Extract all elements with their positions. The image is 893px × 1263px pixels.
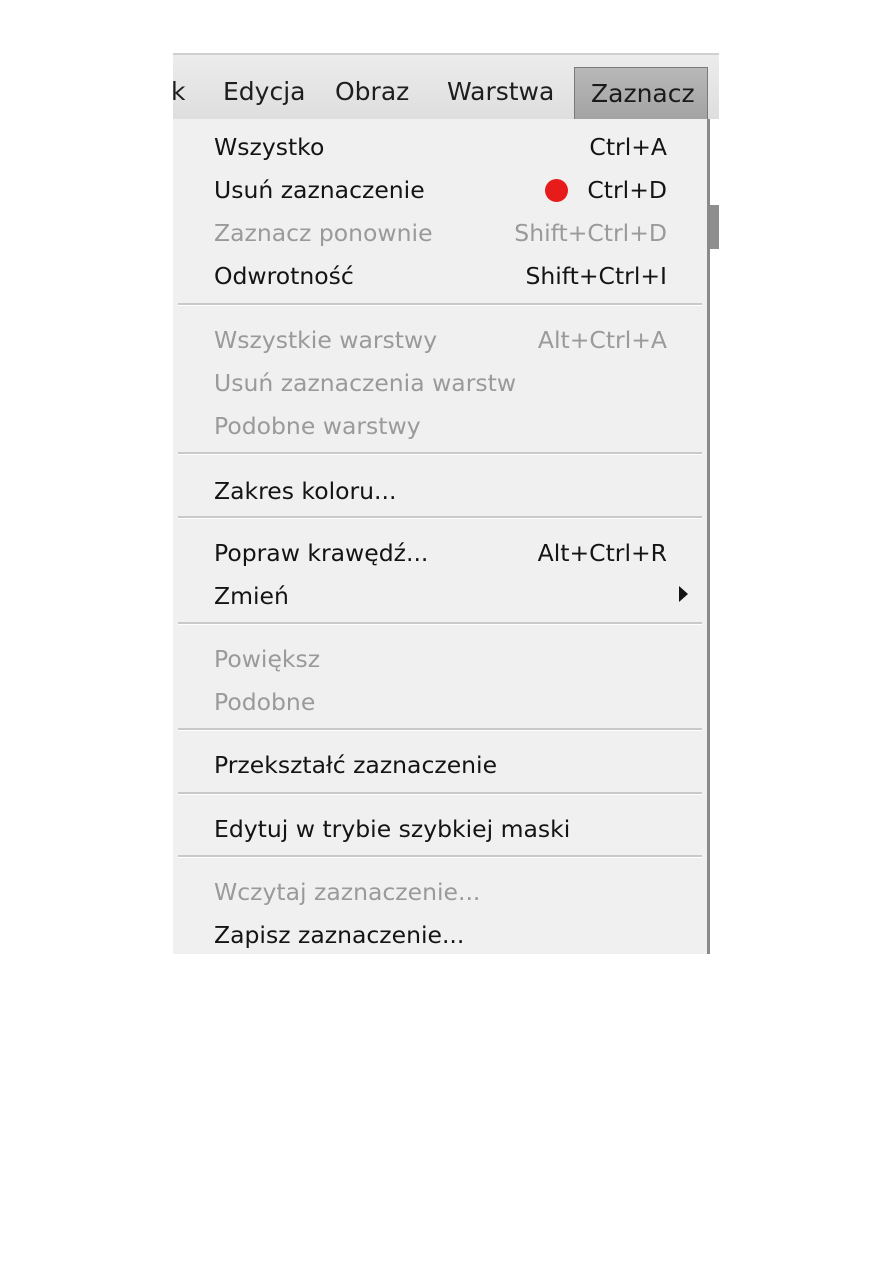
- menubar-item-partial[interactable]: k: [171, 77, 186, 106]
- menu-item-odwrotnosc[interactable]: [173, 256, 707, 296]
- menu-item-label: Usuń zaznaczenie: [214, 176, 425, 204]
- menu-item-shortcut: Alt+Ctrl+R: [537, 539, 667, 567]
- menu-item-edytuj-szybka-maska[interactable]: [173, 809, 707, 849]
- menu-separator: [178, 303, 702, 306]
- menu-item-shortcut: Shift+Ctrl+D: [514, 219, 667, 247]
- menu-item-label: Edytuj w trybie szybkiej maski: [214, 815, 571, 843]
- menu-item-powieksz: [173, 639, 707, 679]
- menu-separator: [178, 452, 702, 455]
- menu-item-label: Zmień: [214, 582, 289, 610]
- menu-item-label: Wczytaj zaznaczenie...: [214, 878, 481, 906]
- menu-item-shortcut: Alt+Ctrl+A: [537, 326, 667, 354]
- menubar-item-obraz[interactable]: Obraz: [335, 77, 410, 106]
- menu-item-przeksztalc-zaznaczenie[interactable]: [173, 745, 707, 785]
- select-menu-dropdown: [173, 119, 710, 954]
- menu-item-label: Przekształć zaznaczenie: [214, 751, 498, 779]
- menu-item-label: Wszystkie warstwy: [214, 326, 438, 354]
- menu-item-usun-zaznaczenia-warstw: [173, 363, 707, 403]
- menu-item-label: Zapisz zaznaczenie...: [214, 921, 465, 949]
- menu-item-label: Podobne: [214, 688, 316, 716]
- menu-item-label: Podobne warstwy: [214, 412, 421, 440]
- menu-separator: [178, 728, 702, 731]
- menu-item-podobne: [173, 682, 707, 722]
- menu-item-zaznacz-ponownie: [173, 213, 707, 253]
- menu-item-zmien[interactable]: [173, 576, 707, 616]
- menu-item-label: Odwrotność: [214, 262, 354, 290]
- menu-item-label: Wszystko: [214, 133, 325, 161]
- menu-item-wszystko[interactable]: [173, 127, 707, 167]
- menu-item-label: Zakres koloru...: [214, 477, 397, 505]
- menu-item-shortcut: Ctrl+A: [589, 133, 667, 161]
- menu-item-label: Usuń zaznaczenia warstw: [214, 369, 517, 397]
- background-window-scrollbar: [710, 205, 719, 249]
- menu-item-usun-zaznaczenie[interactable]: [173, 170, 707, 210]
- red-dot-marker-icon: [545, 179, 568, 202]
- menubar-item-edycja[interactable]: Edycja: [223, 77, 306, 106]
- menu-separator: [178, 855, 702, 858]
- screenshot-region: [173, 53, 719, 954]
- menu-item-zakres-koloru[interactable]: [173, 471, 707, 511]
- menu-item-label: Popraw krawędź...: [214, 539, 429, 567]
- menubar-item-zaznacz[interactable]: Zaznacz: [574, 67, 708, 120]
- menubar-item-warstwa[interactable]: Warstwa: [447, 77, 555, 106]
- menu-item-popraw-krawedz[interactable]: [173, 533, 707, 573]
- menu-item-podobne-warstwy: [173, 406, 707, 446]
- menu-separator: [178, 622, 702, 625]
- menu-separator: [178, 792, 702, 795]
- menu-item-shortcut: Shift+Ctrl+I: [525, 262, 667, 290]
- menu-item-zapisz-zaznaczenie[interactable]: [173, 915, 707, 955]
- menu-item-wszystkie-warstwy: [173, 320, 707, 360]
- menu-item-label: Powiększ: [214, 645, 321, 673]
- menu-item-label: Zaznacz ponownie: [214, 219, 433, 247]
- submenu-arrow-icon: [679, 586, 688, 602]
- menu-item-wczytaj-zaznaczenie: [173, 872, 707, 912]
- menu-item-shortcut: Ctrl+D: [587, 176, 667, 204]
- menu-bar: [173, 53, 719, 119]
- menu-separator: [178, 516, 702, 519]
